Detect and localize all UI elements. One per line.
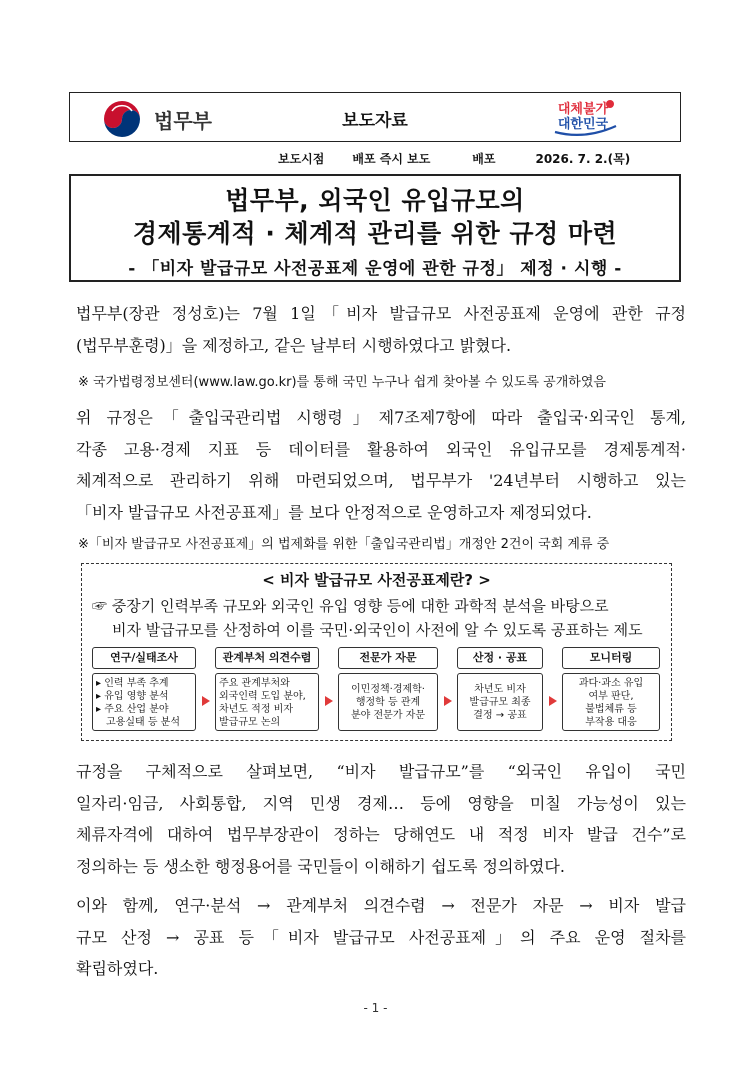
note-law-portal: ※ 국가법령정보센터(www.law.go.kr)를 통해 국민 누구나 쉽게 찾아볼 수 있도록 공개하였음 [78, 375, 606, 390]
release-info [278, 150, 630, 167]
arrow-right-icon [202, 696, 210, 706]
infographic-desc-line: ☞ 중장기 인력부족 규모와 외국인 유입 영향 등에 대한 과학적 분석을 바탕으로 [92, 597, 609, 615]
arrow-right-icon [444, 696, 452, 706]
step-line: 발급규모 최종 [469, 697, 531, 708]
ministry-name: 법무부 [154, 109, 212, 133]
step-heading: 연구/실태조사 [92, 647, 196, 669]
release-time-value: 배포 즉시 보도 [352, 152, 431, 166]
paragraph-3 [76, 756, 686, 882]
step-line: 차년도 적정 비자 [219, 704, 293, 715]
release-date-label: 배포 [472, 152, 496, 166]
paragraph-line: 체류자격에 대하여 법무부장관이 정하는 당해연도 내 적정 비자 발급 건수”로 [76, 825, 686, 844]
step-heading: 전문가 자문 [338, 647, 438, 669]
step-heading: 관계부처 의견수렴 [215, 647, 319, 669]
step-line: ▸ 유입 영향 분석 [96, 691, 169, 702]
step-line: 불법체류 등 [585, 704, 637, 715]
step-body [457, 673, 543, 731]
paragraph-line: 정의하는 등 생소한 행정용어를 국민들이 이해하기 쉽도록 정의하였다. [76, 856, 565, 876]
slogan-line1: 대체불가 [557, 102, 609, 117]
header-box [69, 92, 681, 142]
step-line: 고용실태 등 분석 [106, 717, 180, 728]
paragraph-2 [76, 402, 686, 528]
document-type: 보도자료 [342, 111, 408, 131]
step-body [92, 673, 196, 731]
headline-subtitle: - 「비자 발급규모 사전공표제 운영에 관한 규정」 제정 · 시행 - [128, 259, 622, 279]
step-calculation-announcement [457, 647, 543, 735]
page-number: - 1 - [363, 1001, 388, 1015]
paragraph-4 [76, 890, 686, 985]
step-line: 여부 판단, [588, 691, 634, 702]
infographic-box [81, 563, 672, 741]
headline-line-1: 법무부, 외국인 유입규모의 [225, 186, 525, 215]
paragraph-line: 확립하였다. [76, 959, 159, 978]
step-line: 과다·과소 유입 [578, 678, 644, 689]
paragraph-line: 각종 고용·경제 지표 등 데이터를 활용하여 외국인 유입규모를 경제통계적· [76, 439, 686, 459]
step-line: 주요 관계부처와 [219, 678, 290, 689]
step-line: 부작용 대응 [585, 717, 637, 728]
step-line: 차년도 비자 [474, 684, 526, 695]
paragraph-line: 「비자 발급규모 사전공표제」를 보다 안정적으로 운영하고자 제정되었다. [76, 502, 592, 522]
arrow-right-icon [325, 696, 333, 706]
release-time-label: 보도시점 [278, 152, 325, 166]
paragraph-line: 이와 함께, 연구·분석 → 관계부처 의견수렴 → 전문가 자문 → 비자 발급 [76, 896, 686, 915]
paragraph-line: 일자리·임금, 사회통합, 지역 민생 경제… 등에 영향을 미칠 가능성이 있는 [76, 793, 686, 813]
step-line: ▸ 주요 산업 분야 [96, 704, 169, 715]
slogan-line2: 대한민국 [557, 117, 609, 132]
release-date-value: 2026. 7. 2.(목) [535, 152, 631, 166]
step-monitoring [562, 647, 660, 735]
step-body [562, 673, 660, 731]
step-heading: 모니터링 [562, 647, 660, 669]
headline-line-2: 경제통계적 · 체계적 관리를 위한 규정 마련 [132, 219, 618, 248]
infographic-desc-line: 비자 발급규모를 산정하여 이를 국민·외국인이 사전에 알 수 있도록 공표하는 제도 [112, 621, 643, 639]
step-body [338, 673, 438, 731]
arrow-right-icon [549, 696, 557, 706]
paragraph-1 [76, 298, 686, 361]
slogan-logo-icon [550, 96, 620, 140]
title-box [69, 174, 681, 282]
paragraph-line: 규모 산정 → 공표 등「비자 발급규모 사전공표제」의 주요 운영 절차를 [76, 927, 686, 947]
step-line: 분야 전문가 자문 [351, 710, 425, 721]
step-consultation [215, 647, 319, 735]
infographic-description [92, 594, 643, 642]
paragraph-line: 규정을 구체적으로 살펴보면, “비자 발급규모”를 “외국인 유입이 국민 [76, 762, 686, 781]
paragraph-line: (법무부훈령)」을 제정하고, 같은 날부터 시행하였다고 밝혔다. [76, 335, 512, 355]
paragraph-line: 체계적으로 관리하기 위해 마련되었으며, 법무부가 '24년부터 시행하고 있는 [76, 471, 686, 490]
step-line: 발급규모 논의 [219, 717, 281, 728]
step-body [215, 673, 319, 731]
note-pending-bill: ※「비자 발급규모 사전공표제」의 법제화를 위한「출입국관리법」개정안 2건이 국회 계류 중 [78, 537, 610, 552]
paragraph-line: 법무부(장관 정성호)는 7월 1일「비자 발급규모 사전공표제 운영에 관한 규정 [76, 304, 686, 323]
paragraph-line: 위 규정은「출입국관리법 시행령」제7조제7항에 따라 출입국·외국인 통계, [76, 408, 686, 427]
step-line: 행정학 등 관계 [355, 697, 421, 708]
step-line: 이민정책·경제학· [351, 684, 425, 695]
step-line: 외국인력 도입 분야, [219, 691, 306, 702]
step-heading: 산정 · 공표 [457, 647, 543, 669]
step-expert-advice [338, 647, 438, 735]
step-line: ▸ 인력 부족 추계 [96, 678, 169, 689]
step-line: 결정 → 공표 [473, 710, 527, 721]
infographic-title: < 비자 발급규모 사전공표제란? > [262, 571, 491, 589]
step-research [92, 647, 196, 735]
